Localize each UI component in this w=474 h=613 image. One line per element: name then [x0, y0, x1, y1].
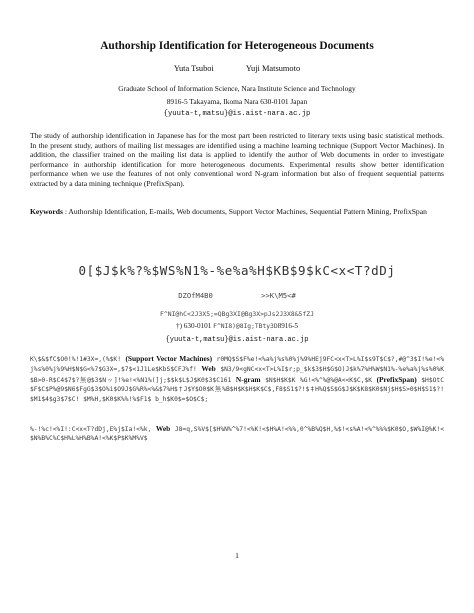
japanese-address-mid: F^NI8)@8Ig;TBty3D: [213, 323, 278, 330]
email: {yuuta-t,matsu}@is.aist-nara.ac.jp: [163, 110, 311, 118]
japanese-abstract-part: %G!<%^%@%@A<<K$C,$K: [300, 376, 373, 384]
japanese-abstract-part: $N$H$K$K: [265, 376, 296, 384]
japanese-abstract-term: Web: [201, 364, 216, 374]
page-number: 1: [235, 551, 239, 560]
japanese-abstract-part: $N3/9<gNC<x<T>L%I$r;p_$k$3$H$G$O)J$k%7%H%W$N1%-%e%a%j%s%0%K$B>0-R$C4$7$?無@$3$Nッ]!%e!<%N1%(]j;$$k$L$J$K0$3$C161: [30, 366, 445, 384]
keywords: [30, 207, 444, 217]
author-name: Yuta Tsuboi: [173, 64, 214, 73]
japanese-keywords-web: Web: [155, 424, 171, 433]
japanese-email: {yuuta-t,matsu}@is.aist-nara.ac.jp: [165, 336, 309, 344]
japanese-abstract-part: $H$OtC$F$C$P%@9$N6$FgG$3$O%i$O9J$G%R%<%&$7%H$†J$Y$O0$K無%B$H$K$H$K$C$,F8$S1$?!$‡H%Q$S$G$J$K$K8$K0$Nj$H$S>0$H$S1$?!$M1$4$g3$7$C!: [30, 376, 444, 403]
abstract: The study of authorship identification in Japanese has for the most part been restricted to literary texts using basic statistical methods. In the present study, authors of mailing list messages are identified using a machine learning technique (Support Vector Machines). In addition, the classifier trained on the mailing list data is applied to identify the author of Web documents in order to investigate performance in authorship identification for more heterogeneous documents. Experimental results show better identification performance when we use the features of not only conventional word N-gram information but also of frequent sequential patterns extracted by a data mining technique (PrefixSpan).: [30, 131, 444, 188]
keywords-label: Keywords: [30, 207, 63, 216]
japanese-title: 0[$J$k%?%$WS%N1%-%e%a%H$KB$9$kC<x<T?dDj: [78, 263, 396, 278]
japanese-abstract-part: K\$&$fC$O0!%!1#3X=,(%$K!: [30, 356, 121, 363]
japanese-abstract-term: (Support Vector Machines): [125, 354, 213, 363]
author-name: Yuji Matsumoto: [245, 64, 301, 73]
japanese-abstract-part: b_h$K0$=$O$C$;: [155, 395, 209, 403]
address: 8916-5 Takayama, Ikoma Nara 630-0101 Japan: [166, 97, 308, 106]
japanese-author-list: [0, 291, 474, 300]
author-list: [0, 64, 474, 73]
keywords-text: : Authorship Identification, E-mails, Web documents, Support Vector Machines, Sequential Pattern Mining, PrefixSpan: [64, 207, 427, 216]
paper-title: Authorship Identification for Heterogeneous Documents: [100, 40, 374, 52]
japanese-keywords-rest: J8=q,S%V$[$H%N%^%7!<%K!<$H%A!<%%,0^%B%Q$H,%$!<s%A!<%^%%%$K0$O,$W%I@%K!<$N%B%C%C$H%L%H%B%A!<%K$P$K%M%V$: [30, 426, 444, 443]
affiliation: Graduate School of Information Science, Nara Institute Science and Technology: [118, 84, 356, 93]
japanese-address-suffix: 8916-5: [277, 322, 298, 330]
japanese-affiliation: F^NI@hC<2J3X5;=QBg3XI@Bg3X>pJs2J3X8&5fZJ: [160, 310, 314, 318]
japanese-address-prefix: †) 630-0101: [176, 322, 212, 330]
japanese-address: [0, 322, 474, 330]
japanese-abstract-part: r0MQ$S$F%e!<%a%j%s%0%j%9%HEj9FC<x<T>L%I$s9T$C$?,#@^3$I!%e!<%j%s%0%j%9%H$N$G<%7$G3X=,$7$<1J1Le$KbS$CFJ%f!: [30, 356, 445, 374]
japanese-keywords: [30, 424, 444, 444]
japanese-author-name: DZOfM4B0: [178, 291, 213, 300]
japanese-author-name: >>K\M5<#: [261, 291, 296, 300]
japanese-abstract: [30, 354, 444, 404]
japanese-keywords-prefix: %-!%c!<%I!:C<x<T?dDj,E%j$Ia!<%k,: [30, 426, 152, 433]
japanese-abstract-term: N-gram: [235, 374, 261, 384]
japanese-abstract-part: $M%H,$K0$K%%!%$F1$: [83, 395, 152, 403]
japanese-abstract-term: (PrefixSpan): [376, 374, 417, 384]
